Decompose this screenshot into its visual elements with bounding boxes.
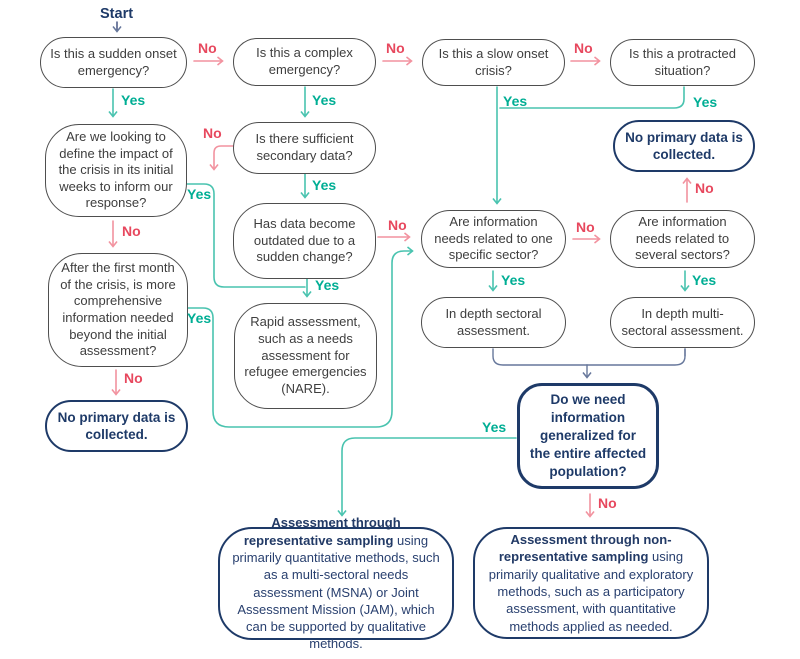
node-in-depth-multi-sectoral bbox=[610, 297, 755, 348]
node-text: Has data become outdated due to a sudden change? bbox=[253, 216, 356, 265]
node-text: Is there sufficient secondary data? bbox=[255, 131, 354, 163]
node-define-impact bbox=[45, 124, 187, 217]
node-text bbox=[483, 531, 699, 635]
edge-merge-right2 bbox=[587, 349, 685, 365]
label-no-complex: No bbox=[386, 40, 405, 56]
label-no-sudden: No bbox=[198, 40, 217, 56]
node-text: Do we need information generalized for the entire affected population? bbox=[529, 392, 647, 479]
label-yes-outdated: Yes bbox=[315, 277, 340, 293]
label-yes-slow: Yes bbox=[503, 93, 528, 109]
node-after-first-month bbox=[48, 253, 188, 367]
label-yes-secondary: Yes bbox=[312, 177, 337, 193]
label-yes-sudden: Yes bbox=[121, 92, 146, 108]
label-no-secondary: No bbox=[203, 125, 222, 141]
node-text bbox=[228, 514, 444, 652]
edge-yes-protracted-join bbox=[500, 87, 684, 108]
node-text: Rapid assessment, such as a needs assessment for refugee emergencies (NARE). bbox=[244, 314, 367, 396]
node-text: Is this a protracted situation? bbox=[629, 45, 736, 78]
node-text: Is this a slow onset crisis? bbox=[438, 45, 549, 78]
label-yes-generalized: Yes bbox=[482, 419, 507, 435]
label-yes-several: Yes bbox=[692, 272, 717, 288]
label-yes-define: Yes bbox=[187, 186, 212, 202]
node-no-primary-data-top bbox=[613, 120, 755, 172]
node-text: Are information needs related to several sectors? bbox=[635, 214, 730, 263]
label-no-slow: No bbox=[574, 40, 593, 56]
node-text: No primary data is collected. bbox=[625, 129, 743, 162]
node-sudden-onset-emergency bbox=[40, 37, 187, 88]
node-several-sectors bbox=[610, 210, 755, 268]
node-text: In depth sectoral assessment. bbox=[445, 305, 542, 338]
node-text: No primary data is collected. bbox=[57, 409, 176, 442]
node-text: Is this a complex emergency? bbox=[256, 45, 353, 77]
node-non-representative-sampling bbox=[473, 527, 709, 639]
node-in-depth-sectoral bbox=[421, 297, 566, 348]
node-text: Are we looking to define the impact of the crisis in its initial weeks to inform our response? bbox=[58, 128, 174, 211]
label-no-define: No bbox=[122, 223, 141, 239]
label-yes-one-sector: Yes bbox=[501, 272, 526, 288]
label-no-after: No bbox=[124, 370, 143, 386]
label-yes-complex: Yes bbox=[312, 92, 337, 108]
node-text-rest: using primarily qualitative and exploratory methods, such as a participatory assessment, with quantitative methods applied as needed. bbox=[488, 549, 694, 634]
edge-merge-left bbox=[493, 349, 587, 365]
node-text: Are information needs related to one specific sector? bbox=[434, 214, 553, 263]
label-no-one-sector: No bbox=[576, 219, 595, 235]
node-rapid-assessment-nare bbox=[234, 303, 377, 409]
label-no-generalized: No bbox=[598, 495, 617, 511]
node-text: After the first month of the crisis, is more comprehensive information needed beyond the initial assessment? bbox=[60, 260, 176, 359]
node-protracted-situation bbox=[610, 39, 755, 86]
node-no-primary-data-bottom bbox=[45, 400, 188, 452]
node-text-bold: Assessment through representative sampling bbox=[243, 515, 401, 548]
label-yes-after: Yes bbox=[187, 310, 212, 326]
start-label: Start bbox=[100, 6, 134, 22]
node-text-bold: Assessment through non-representative sampling bbox=[498, 532, 672, 565]
node-text: In depth multi-sectoral assessment. bbox=[621, 305, 744, 338]
node-one-specific-sector bbox=[421, 210, 566, 268]
node-slow-onset-crisis bbox=[422, 39, 565, 86]
label-no-outdated: No bbox=[388, 217, 407, 233]
node-complex-emergency bbox=[233, 38, 376, 86]
label-no-several: No bbox=[695, 180, 714, 196]
node-data-outdated bbox=[233, 203, 376, 279]
node-text: Is this a sudden onset emergency? bbox=[50, 45, 177, 78]
node-representative-sampling bbox=[218, 515, 454, 652]
label-yes-protracted: Yes bbox=[693, 94, 718, 110]
node-generalized-population bbox=[517, 383, 659, 489]
node-sufficient-secondary-data bbox=[233, 122, 376, 174]
edge-yes-generalized-to-representative bbox=[342, 438, 516, 515]
node-text-rest: using primarily quantitative methods, such as a multi-sectoral needs assessment (MSNA) or Joint Assessment Mission (JAM), which can be supported by qualitative methods. bbox=[232, 532, 440, 652]
edge-no-secondary-to-rapid bbox=[214, 146, 233, 169]
